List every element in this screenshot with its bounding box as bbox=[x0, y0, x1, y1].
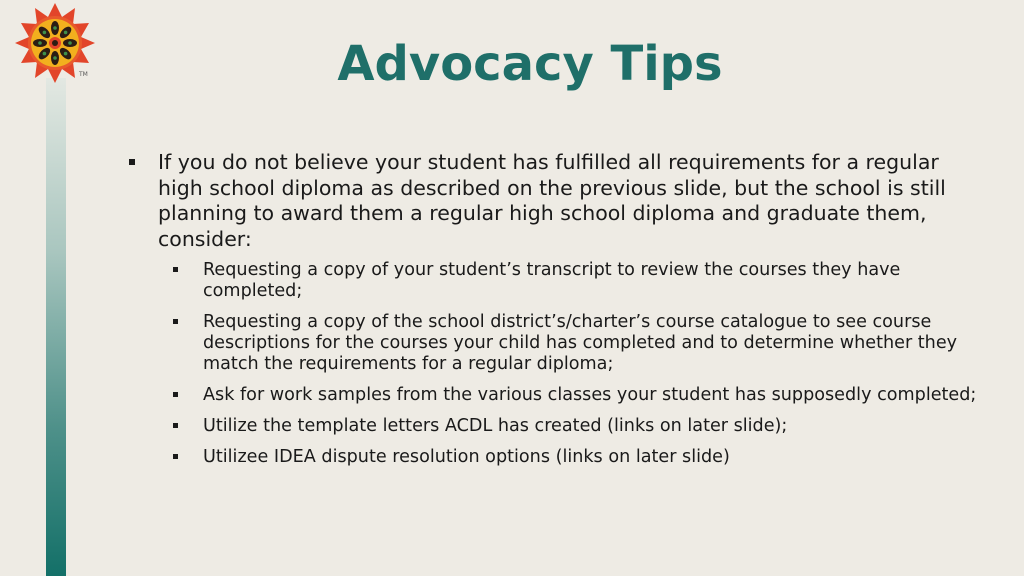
sub-bullet-item bbox=[170, 447, 985, 468]
square-bullet-icon bbox=[173, 392, 178, 397]
trademark-mark: TM bbox=[79, 71, 88, 78]
square-bullet-icon bbox=[173, 267, 178, 272]
sub-bullet-text: Ask for work samples from the various classes your student has supposedly completed; bbox=[203, 385, 977, 406]
decorative-side-bar bbox=[46, 78, 66, 576]
sub-bullet-list bbox=[125, 260, 985, 468]
sub-bullet-text: Requesting a copy of your student’s transcript to review the courses they have completed; bbox=[203, 260, 901, 302]
sub-bullet-item bbox=[170, 312, 985, 375]
square-bullet-icon bbox=[173, 423, 178, 428]
sub-bullet-item bbox=[170, 260, 985, 302]
sub-bullet-item bbox=[170, 416, 985, 437]
main-bullet-text: If you do not believe your student has fulfilled all requirements for a regular high school diploma as described on the previous slide, but the school is still planning to award them a regular high school diploma and graduate them, consider: bbox=[158, 150, 946, 251]
page-title: Advocacy Tips bbox=[337, 36, 723, 92]
sub-bullet-text: Utilizee IDEA dispute resolution options (links on later slide) bbox=[203, 447, 730, 468]
sub-bullet-text: Requesting a copy of the school district’s/charter’s course catalogue to see course descriptions for the courses your child has completed and to determine whether they match the requirements for a regular diploma; bbox=[203, 312, 958, 375]
bullet-list bbox=[125, 150, 985, 478]
square-bullet-icon bbox=[129, 159, 135, 165]
square-bullet-icon bbox=[173, 319, 178, 324]
sub-bullet-item bbox=[170, 385, 985, 406]
main-bullet bbox=[125, 150, 985, 252]
sub-bullet-text: Utilize the template letters ACDL has created (links on later slide); bbox=[203, 416, 788, 437]
square-bullet-icon bbox=[173, 454, 178, 459]
